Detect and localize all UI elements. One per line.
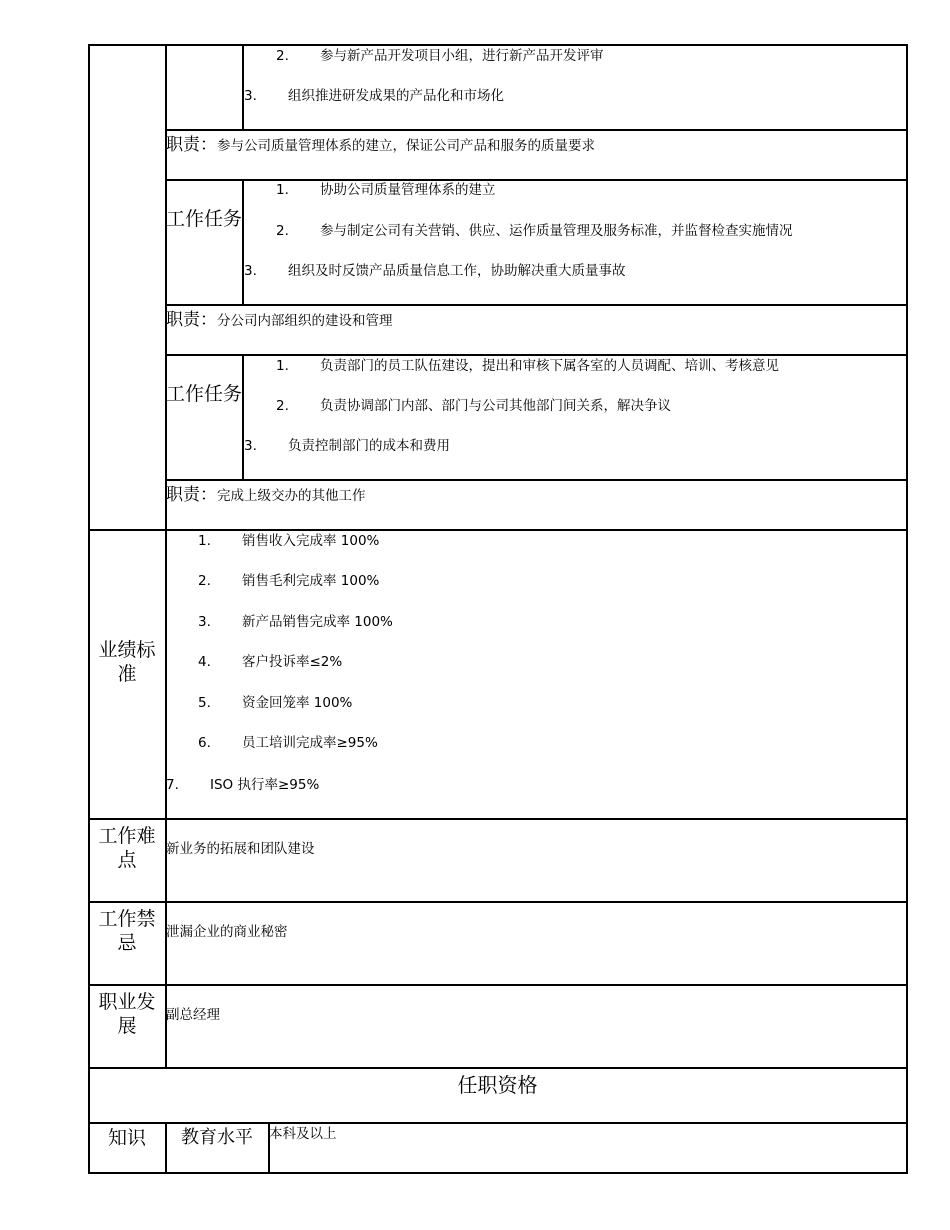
performance-label: 业绩标准 <box>98 639 156 685</box>
list-item: 3. 新产品销售完成率 100% <box>198 614 393 630</box>
list-item: 2. 销售毛利完成率 100% <box>198 573 380 589</box>
difficulty-text: 新业务的拓展和团队建设 <box>166 841 315 857</box>
task-label: 工作任务 <box>166 383 243 405</box>
table-left-border <box>88 44 90 1174</box>
row-line <box>165 129 907 131</box>
career-text: 副总经理 <box>166 1007 220 1023</box>
row-line <box>88 901 907 903</box>
list-item: 6. 员工培训完成率≥95% <box>198 735 378 751</box>
list-item: 5. 资金回笼率 100% <box>198 695 353 711</box>
list-item: 1. 销售收入完成率 100% <box>198 533 380 549</box>
difficulty-label: 工作难点 <box>98 825 156 871</box>
list-item: 2. 参与新产品开发项目小组，进行新产品开发评审 <box>276 48 604 64</box>
list-item: 2. 负责协调部门内部、部门与公司其他部门间关系，解决争议 <box>276 398 671 414</box>
table-top-border <box>88 44 907 46</box>
list-item: 2. 参与制定公司有关营销、供应、运作质量管理及服务标准，并监督检查实施情况 <box>276 223 793 239</box>
duty-quality: 职责：参与公司质量管理体系的建立，保证公司产品和服务的质量要求 <box>166 135 595 155</box>
list-item: 3. 组织及时反馈产品质量信息工作，协助解决重大质量事故 <box>244 263 626 279</box>
list-item: 3. 负责控制部门的成本和费用 <box>244 438 450 454</box>
row-line <box>88 984 907 986</box>
row-line <box>165 479 907 481</box>
task-divider-2 <box>242 179 244 305</box>
row-line <box>165 304 907 306</box>
row-line <box>88 529 907 531</box>
duty-label: 职责： <box>166 485 217 505</box>
list-item: 4. 客户投诉率≤2% <box>198 654 343 670</box>
duty-org: 职责：分公司内部组织的建设和管理 <box>166 310 393 330</box>
task-divider-3 <box>242 354 244 480</box>
label-column-divider <box>165 44 167 1068</box>
knowledge-label: 知识 <box>107 1127 146 1149</box>
duty-other: 职责：完成上级交办的其他工作 <box>166 485 366 505</box>
row-line <box>88 1122 907 1124</box>
qualification-title: 任职资格 <box>457 1073 538 1097</box>
list-item: 1. 负责部门的员工队伍建设，提出和审核下属各室的人员调配、培训、考核意见 <box>276 358 779 374</box>
row-line <box>88 1067 907 1069</box>
taboo-text: 泄漏企业的商业秘密 <box>166 924 288 940</box>
row-line <box>165 354 907 356</box>
career-label: 职业发展 <box>98 991 156 1037</box>
list-item: 3. 组织推进研发成果的产品化和市场化 <box>244 88 504 104</box>
edu-label: 教育水平 <box>181 1127 253 1148</box>
duty-label: 职责： <box>166 310 217 330</box>
edu-value: 本科及以上 <box>269 1126 337 1142</box>
table-right-border <box>906 44 908 1174</box>
task-label: 工作任务 <box>166 208 243 230</box>
table-bottom-border <box>88 1172 907 1174</box>
list-item: 1. 协助公司质量管理体系的建立 <box>276 182 496 198</box>
taboo-label: 工作禁忌 <box>98 908 156 954</box>
row-line <box>88 818 907 820</box>
duty-label: 职责： <box>166 135 217 155</box>
list-item: 7. ISO 执行率≥95% <box>166 777 320 793</box>
